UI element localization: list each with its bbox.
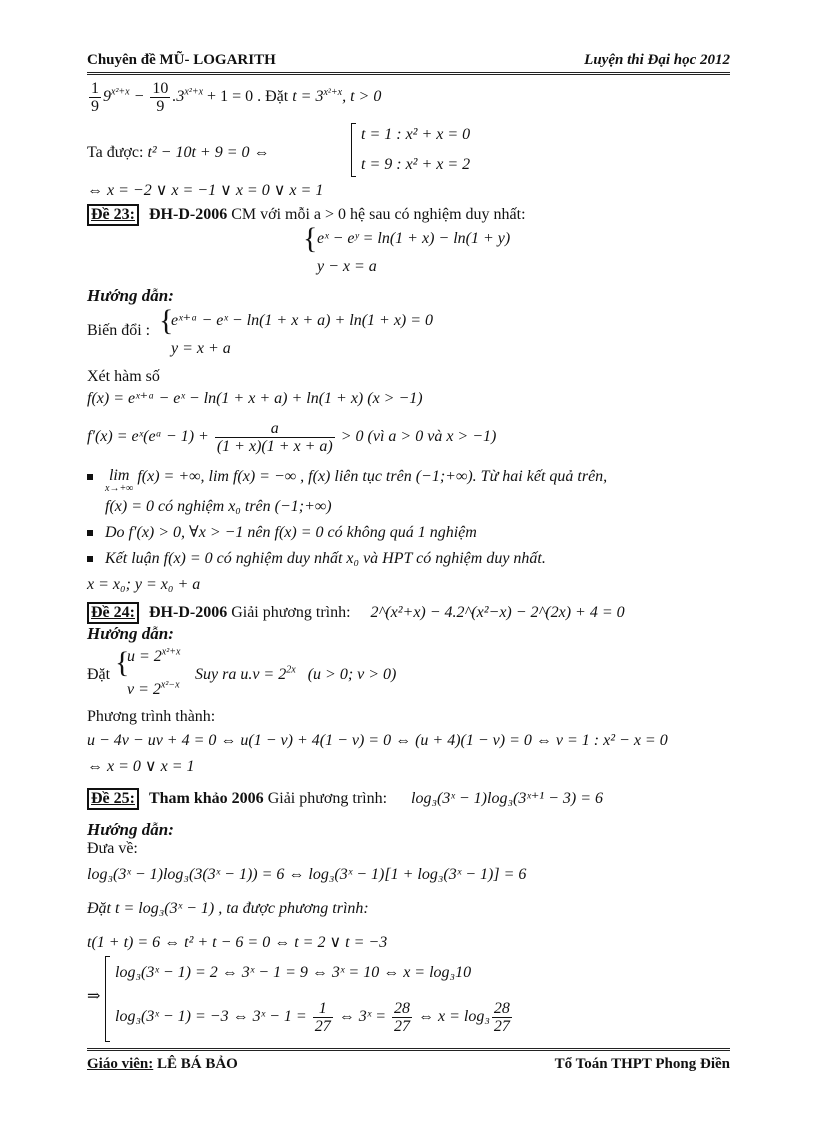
- de25-case1: log₃(3ˣ − 1) = 2 ⇔ 3ˣ − 1 = 9 ⇔ 3ˣ = 10 ⇔ x = log₃10: [115, 964, 472, 981]
- implies-arrow: ⇒: [87, 988, 101, 1005]
- page-header: [87, 50, 730, 75]
- bullet-2: Do f′(x) > 0, ∀x > −1 nên f(x) = 0 có không quá 1 nghiệm: [87, 524, 477, 542]
- case-1: t = 1 : x² + x = 0: [361, 126, 471, 143]
- header-subtitle: Luyện thi Đại học 2012: [584, 52, 730, 68]
- fp-fraction: $\frac{a}{(1 + x)(1 + x + a)}$: [216, 420, 333, 455]
- xet-ham-so: Xét hàm số: [87, 368, 160, 385]
- de23-tag: Đề 23:: [87, 204, 139, 226]
- bullet-icon: [87, 474, 93, 480]
- de23-prompt: CM với mỗi a > 0 hệ sau có nghiệm duy nhất:: [227, 206, 526, 223]
- fraction-28-27-b: $\frac{28}{27}$: [493, 1000, 510, 1035]
- de23-guide: Hướng dẫn:: [87, 286, 174, 305]
- cases-bracket: [351, 123, 356, 177]
- de24-result: ⇔ x = 0 ∨ x = 1: [87, 758, 195, 775]
- case-2: t = 9 : x² + x = 2: [361, 156, 471, 173]
- ta-duoc-line: [87, 144, 270, 162]
- de24-v: $v = 2^{x^2-x}$: [127, 679, 180, 698]
- de23-final: x = x₀; y = x₀ + a: [87, 576, 201, 593]
- page-footer: [87, 1048, 730, 1073]
- de25-heading: [87, 788, 603, 810]
- fp-right: > 0 (vì a > 0 và x > −1): [340, 428, 497, 446]
- fraction-ten-ninth: $\frac{10}{9}$: [152, 80, 169, 115]
- de23-sys1: eˣ − eʸ = ln(1 + x) − ln(1 + y): [317, 230, 511, 247]
- de24-source: ĐH-D-2006: [148, 604, 228, 621]
- de25-guide: Hướng dẫn:: [87, 820, 174, 839]
- de25-dat: Đặt t = log₃(3ˣ − 1) , ta được phương trình:: [87, 900, 369, 917]
- footer-teacher: Giáo viên: LÊ BÁ BẢO: [87, 1056, 238, 1072]
- de24-tag: Đề 24:: [87, 602, 139, 624]
- de25-tag: Đề 25:: [87, 788, 139, 810]
- eq1-cond: , t > 0: [342, 88, 382, 106]
- de23-sys2: y − x = a: [317, 258, 377, 275]
- fraction-28-27-a: $\frac{28}{27}$: [394, 1000, 410, 1035]
- de23-system-brace: {: [303, 222, 318, 255]
- bullet-3: Kết luận f(x) = 0 có nghiệm duy nhất x₀ và HPT có nghiệm duy nhất.: [87, 550, 546, 568]
- fp-left: f′(x) = eˣ(eᵃ − 1) +: [87, 428, 209, 446]
- bien-doi-2: y = x + a: [171, 340, 231, 357]
- bien-doi-1: eˣ⁺ᵃ − eˣ − ln(1 + x + a) + ln(1 + x) = 0: [171, 312, 434, 329]
- eq1-t: t = 3: [292, 88, 324, 106]
- bien-doi-brace: {: [159, 304, 174, 337]
- header-title: Chuyên đề MŨ- LOGARITH: [87, 52, 276, 68]
- de24-guide: Hướng dẫn:: [87, 624, 174, 643]
- de25-eq2: log₃(3ˣ − 1)log₃(3(3ˣ − 1)) = 6 ⇔ log₃(3ˣ − 1)[1 + log₃(3ˣ − 1)] = 6: [87, 866, 527, 883]
- de24-suy-ra: Suy ra $u.v = 2^{2x}$ (u > 0; v > 0): [195, 664, 397, 683]
- de23-source: ĐH-D-2006: [148, 206, 228, 223]
- de25-equation: log₃(3ˣ − 1)log₃(3ˣ⁺¹ − 3) = 6: [411, 790, 604, 807]
- top-equation: $\frac{1}{9}$ $9^{x^2+x}$ − $\frac{10}{9}$ $.3^{x^2+x} + 1 = 0$ . Đặt $t = 3^{x^2+x}$, t > 0: [91, 80, 382, 115]
- lim-1: lim x→+∞: [105, 467, 134, 494]
- de24-brace: {: [115, 646, 130, 679]
- de25-case2: log₃(3ˣ − 1) = −3 ⇔ 3ˣ − 1 = $\frac{1}{27}$ ⇔ 3ˣ = $\frac{28}{27}$ ⇔ x = log₃ $\frac{28}{27}$: [115, 1000, 510, 1035]
- fraction-1-27: $\frac{1}{27}$: [314, 1000, 331, 1035]
- ta-duoc-label: Ta được:: [87, 144, 144, 161]
- top-result: ⇔ x = −2 ∨ x = −1 ∨ x = 0 ∨ x = 1: [87, 182, 324, 199]
- de24-u: $u = 2^{x^2+x}$: [127, 646, 181, 665]
- de24-pt-thanh: Phương trình thành:: [87, 708, 216, 725]
- de24-heading: [87, 602, 625, 624]
- de25-source: Tham khảo 2006: [148, 790, 264, 807]
- bullet-1-line2: f(x) = 0 có nghiệm x₀ trên (−1;+∞): [105, 498, 332, 515]
- f-prime: [87, 420, 496, 455]
- bullet-icon: [87, 556, 93, 562]
- bullet-icon: [87, 530, 93, 536]
- bien-doi-label: Biến đổi :: [87, 322, 151, 339]
- de25-cases-bracket: [105, 956, 110, 1042]
- ta-duoc-equation: t² − 10t + 9 = 0 ⇔: [147, 144, 270, 161]
- bullet-1: [87, 468, 607, 494]
- f-definition: f(x) = eˣ⁺ᵃ − eˣ − ln(1 + x + a) + ln(1 + x) (x > −1): [87, 390, 423, 407]
- de25-teq: t(1 + t) = 6 ⇔ t² + t − 6 = 0 ⇔ t = 2 ∨ t = −3: [87, 934, 388, 951]
- de24-prompt: Giải phương trình:: [227, 604, 351, 621]
- footer-school: Tổ Toán THPT Phong Điền: [554, 1056, 730, 1072]
- de24-equation: 2^(x²+x) − 4.2^(x²−x) − 2^(2x) + 4 = 0: [370, 604, 625, 621]
- de24-dat: Đặt: [87, 666, 111, 683]
- de25-prompt: Giải phương trình:: [263, 790, 388, 807]
- eq1-tail: + 1 = 0 . Đặt: [203, 88, 293, 106]
- de25-dua-ve: Đưa về:: [87, 840, 138, 857]
- bullet-1-text: f(x) = +∞, lim f(x) = −∞ , f(x) liên tục trên (−1;+∞). Từ hai kết quả trên,: [137, 468, 608, 485]
- fraction-one-ninth: $\frac{1}{9}$: [91, 80, 99, 115]
- de24-chain: u − 4v − uv + 4 = 0 ⇔ u(1 − v) + 4(1 − v) = 0 ⇔ (u + 4)(1 − v) = 0 ⇔ v = 1 : x² − x = 0: [87, 732, 668, 749]
